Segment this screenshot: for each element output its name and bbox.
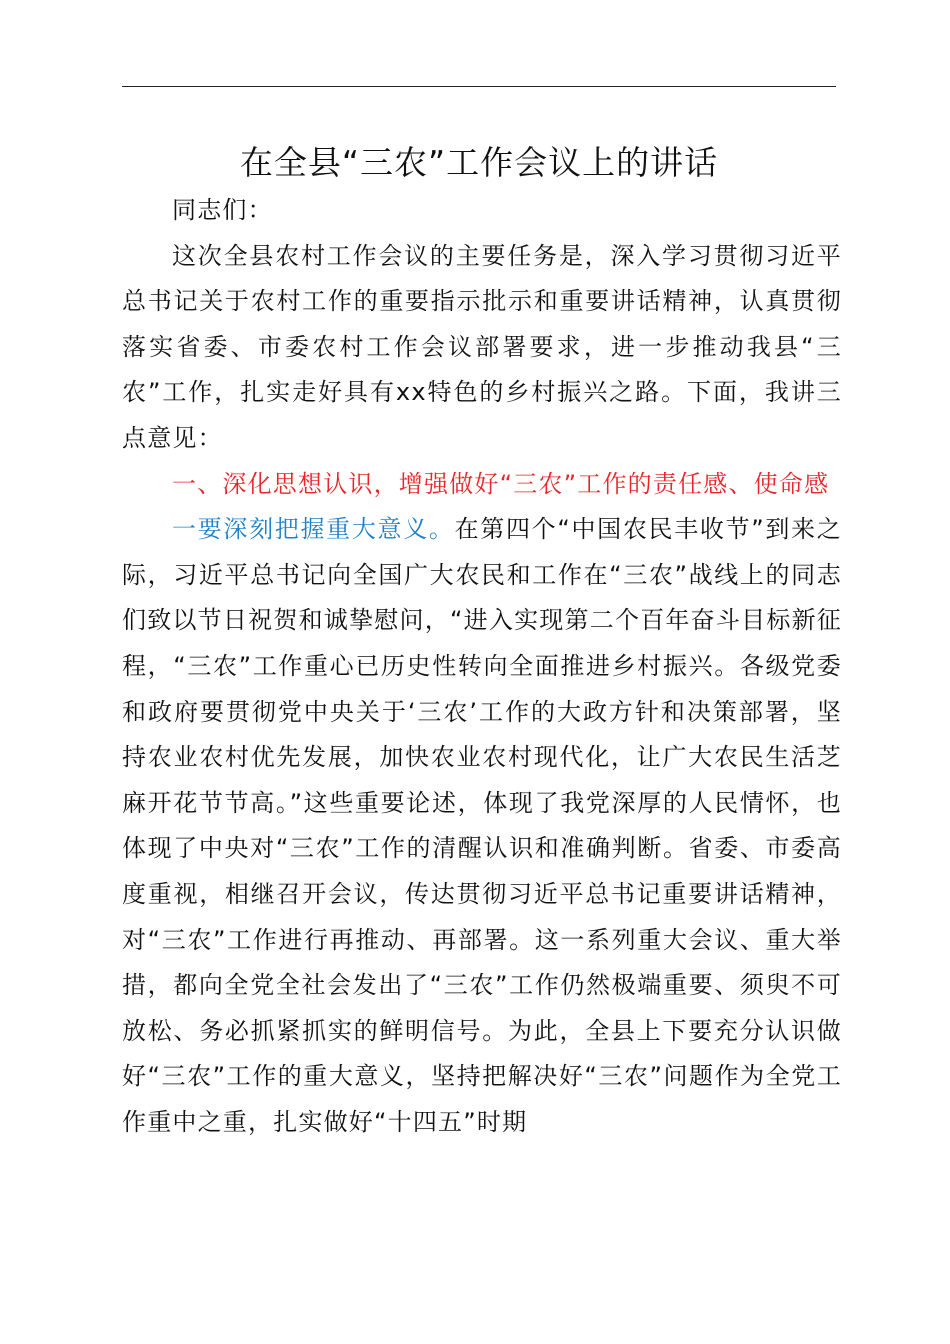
intro-paragraph: 这次全县农村工作会议的主要任务是，深入学习贯彻习近平总书记关于农村工作的重要指示批示和重要讲话精神，认真贯彻落实省委、市委农村工作会议部署要求，进一步推动我县“三农”工作，扎实走好具有xx特色的乡村振兴之路。下面，我讲三点意见：: [122, 241, 842, 452]
salutation: 同志们：: [172, 196, 273, 224]
document-body: [122, 188, 842, 1145]
point-1-lead: 一要深刻把握重大意义。: [172, 515, 455, 544]
header-rule: [122, 86, 836, 87]
point-1-paragraph: [122, 507, 842, 1145]
section-heading-1: 一、深化思想认识，增强做好“三农”工作的责任感、使命感: [172, 469, 830, 498]
document-title: 在全县“三农”工作会议上的讲话: [239, 143, 719, 182]
point-1-body: 在第四个“中国农民丰收节”到来之际，习近平总书记向全国广大农民和工作在“三农”战线上的同志们致以节日祝贺和诚挚慰问，“进入实现第二个百年奋斗目标新征程，“三农”工作重心已历史性转向全面推进乡村振兴。各级党委和政府要贯彻党中央关于‘三农’工作的大政方针和决策部署，坚持农业农村优先发展，加快农业农村现代化，让广大农民生活芝麻开花节节高。”这些重要论述，体现了我党深厚的人民情怀，也体现了中央对“三农”工作的清醒认识和准确判断。省委、市委高度重视，相继召开会议，传达贯彻习近平总书记重要讲话精神，对“三农”工作进行再推动、再部署。这一系列重大会议、重大举措，都向全党全社会发出了“三农”工作仍然极端重要、须臾不可放松、务必抓紧抓实的鲜明信号。为此，全县上下要充分认识做好“三农”工作的重大意义，坚持把解决好“三农”问题作为全党工作重中之重，扎实做好“十四五”时期: [122, 515, 842, 1136]
